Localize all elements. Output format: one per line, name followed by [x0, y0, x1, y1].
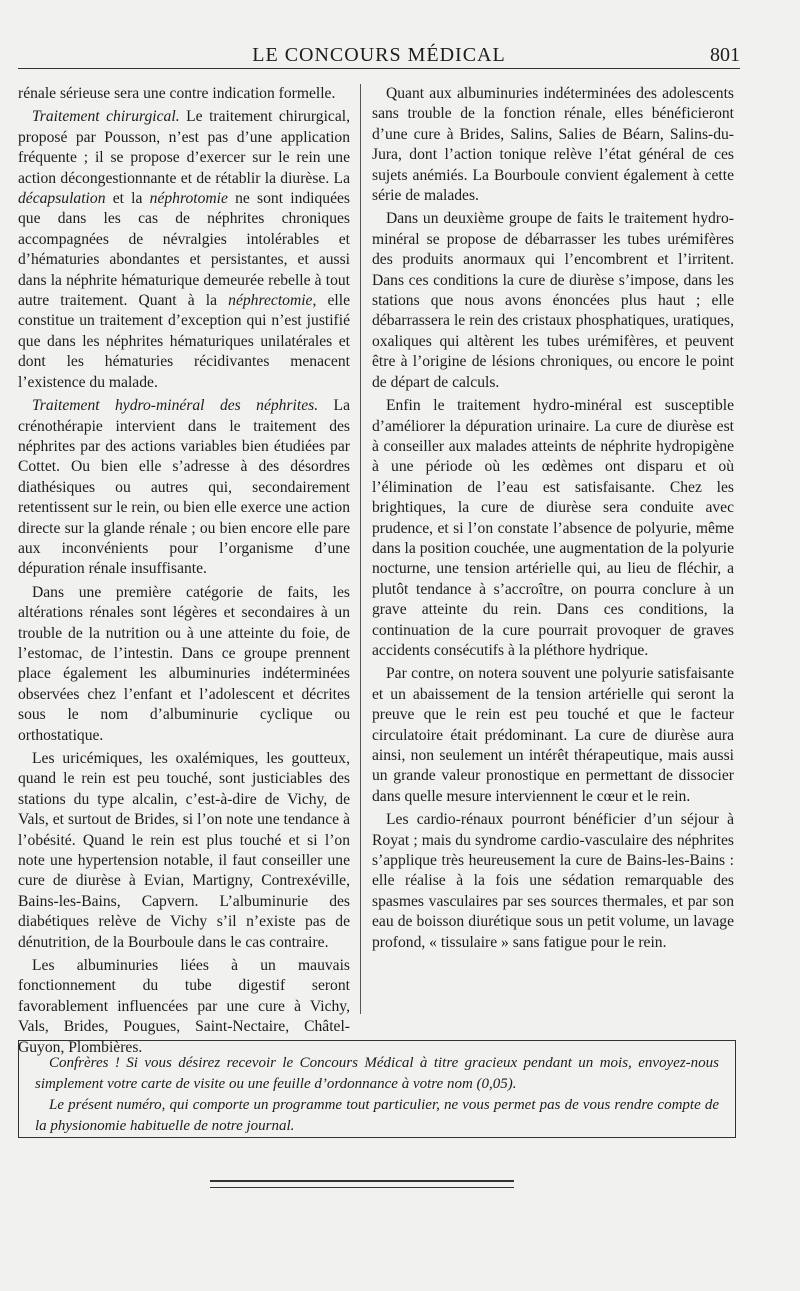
- paragraph-hydro-mineral: [18, 396, 350, 580]
- boxed-notice: [18, 1040, 736, 1138]
- notice-line: Le présent numéro, qui comporte un programme tout particulier, ne vous permet pas de vous rendre compte de la physionomie habituelle de notre journal.: [35, 1097, 719, 1134]
- paragraph: Les cardio-rénaux pourront bénéficier d’un séjour à Royat ; mais du syndrome cardio-vasculaire des néphrites s’applique très heureusement la cure de Bains-les-Bains : elle réalise à la fois une sédation remarquable des spasmes vasculaires par ses sources thermales, et par son eau de boisson diurétique sous un petit volume, un lavage profond, « tissulaire » sans fatigue pour le rein.: [372, 811, 734, 951]
- text-run: , elle constitue un traitement d’exception qui n’est justifié que dans les néphrites hématuriques unilatérales et dont les hématuries récidivantes menacent l’existence du malade.: [18, 292, 350, 391]
- notice-line: Confrères ! Si vous désirez recevoir le Concours Médical à titre gracieux pendant un mois, envoyez-nous simplement votre carte de visite ou une feuille d’ordonnance à votre nom (0,05).: [35, 1055, 719, 1092]
- right-column: [372, 84, 734, 1024]
- paragraph: Dans une première catégorie de faits, les altérations rénales sont légères et secondaires à un trouble de la nutrition ou à une atteinte du foie, de l’estomac, de l’intestin. Dans ce groupe prennent place également les albuminuries indéterminées observées chez l’enfant et l’adolescent et décrites sous le nom d’albuminurie cyclique ou orthostatique.: [18, 583, 350, 744]
- emphasis: néphrotomie: [149, 190, 228, 208]
- paragraph: Les uricémiques, les oxalémiques, les goutteux, quand le rein est peu touché, sont justiciables des stations du type alcalin, c’est-à-dire de Vichy, de Vals, et surtout de Brides, si l’on note une tendance à l’obésité. Quand le rein est plus touché et si l’on note une hypertension notable, il faut conseiller une cure de diurèse à Evian, Martigny, Contrexéville, Bains-les-Bains, Capvern. L’albuminurie des diabétiques relève de Vichy s’il n’existe pas de dénutrition, de la Bourboule dans le cas contraire.: [18, 750, 350, 951]
- column-divider: [360, 84, 361, 1014]
- text-run: ne sont indiquées que dans les cas de néphrites chroniques accompagnées de névralgies intolérables et d’hématuries abondantes et persistantes, et aussi dans la néphrite hématurique demeurée rebelle à tout autre traitement. Quant à la: [18, 190, 350, 310]
- text-run: et la: [105, 190, 150, 208]
- journal-title: LE CONCOURS MÉDICAL: [252, 44, 506, 66]
- running-header: [18, 42, 740, 68]
- text-run: Le traitement chirurgical, proposé par Pousson, n’est pas d’une application fréquente ; il se propose d’exercer sur le rein une action décongestionnante et de rétablir la diurèse. La: [18, 108, 350, 187]
- section-heading: Traitement hydro-minéral des néphrites.: [32, 397, 319, 415]
- paragraph: Dans un deuxième groupe de faits le traitement hydro-minéral se propose de débarrasser les tubes urémifères des produits anormaux qui l’encombrent et l’irritent. Dans ces conditions la cure de diurèse s’impose, dans les stations que nous avons énoncées plus haut ; elle débarrassera le rein des cristaux phosphatiques, uratiques, oxaliques qui altèrent les tubes urémifères, et peuvent être à l’origine de lésions chroniques, ou encore le point de départ de calculs.: [372, 210, 734, 391]
- paragraph-surgical-treatment: [18, 107, 350, 393]
- left-column: [18, 84, 350, 1056]
- paragraph: Les albuminuries liées à un mauvais fonctionnement du tube digestif seront favorablement influencées par une cure à Vichy, Vals, Brides, Pougues, Saint-Nectaire, Châtel-Guyon, Plombières.: [18, 957, 350, 1056]
- bottom-rule: [210, 1180, 514, 1188]
- emphasis: décapsulation: [18, 190, 106, 208]
- paragraph: rénale sérieuse sera une contre indication formelle.: [18, 85, 336, 102]
- header-rule: [18, 68, 740, 69]
- paragraph: Enfin le traitement hydro-minéral est susceptible d’améliorer la dépuration urinaire. La cure de diurèse est à conseiller aux malades atteints de néphrite hydropigène à une période où les œdèmes ont disparu et où l’élimination de l’eau est satisfaisante. Chez les brightiques, la cure de diurèse sera conduite avec prudence, et si l’on constate l’absence de polyurie, même dans la position couchée, une augmentation de la polyurie nocturne, une tension artérielle qui, au lieu de fléchir, a plutôt tendance à s’accroître, on pourra conclure à un grave atteinte du rein. Dans ces conditions, la continuation de la cure pourrait provoquer de graves accidents consécutifs à la pléthore hydrique.: [372, 397, 734, 659]
- section-heading: Traitement chirurgical.: [32, 108, 180, 126]
- paragraph: Quant aux albuminuries indéterminées des adolescents sans trouble de la fonction rénale, elles bénéficieront d’une cure à Brides, Salins, Salies de Béarn, Salins-du-Jura, dont l’action tonique relève l’état général de ces sujets anémiés. La Bourboule convient également à cette série de malades.: [372, 85, 734, 205]
- page-number: 801: [710, 44, 740, 66]
- emphasis: néphrectomie: [228, 292, 313, 310]
- text-run: La crénothérapie intervient dans le traitement des néphrites par des actions variables bien étudiées par Cottet. Ou bien elle s’adresse à des désordres diathésiques ou autres qui, secondairement retentissent sur le rein, ou bien elle exerce une action directe sur la glande rénale ; ou bien encore elle pare aux inconvénients pour l’organisme d’une dépuration rénale insuffisante.: [18, 397, 350, 578]
- paragraph: Par contre, on notera souvent une polyurie satisfaisante et un abaissement de la tension artérielle qui seront la preuve que le rein est peu touché et que le facteur circulatoire était prédominant. La cure de diurèse aura ainsi, non seulement un intérêt thérapeutique, mais aussi un grande valeur pronostique en permettant de dissocier dans quelle mesure interviennent le cœur et le rein.: [372, 665, 734, 805]
